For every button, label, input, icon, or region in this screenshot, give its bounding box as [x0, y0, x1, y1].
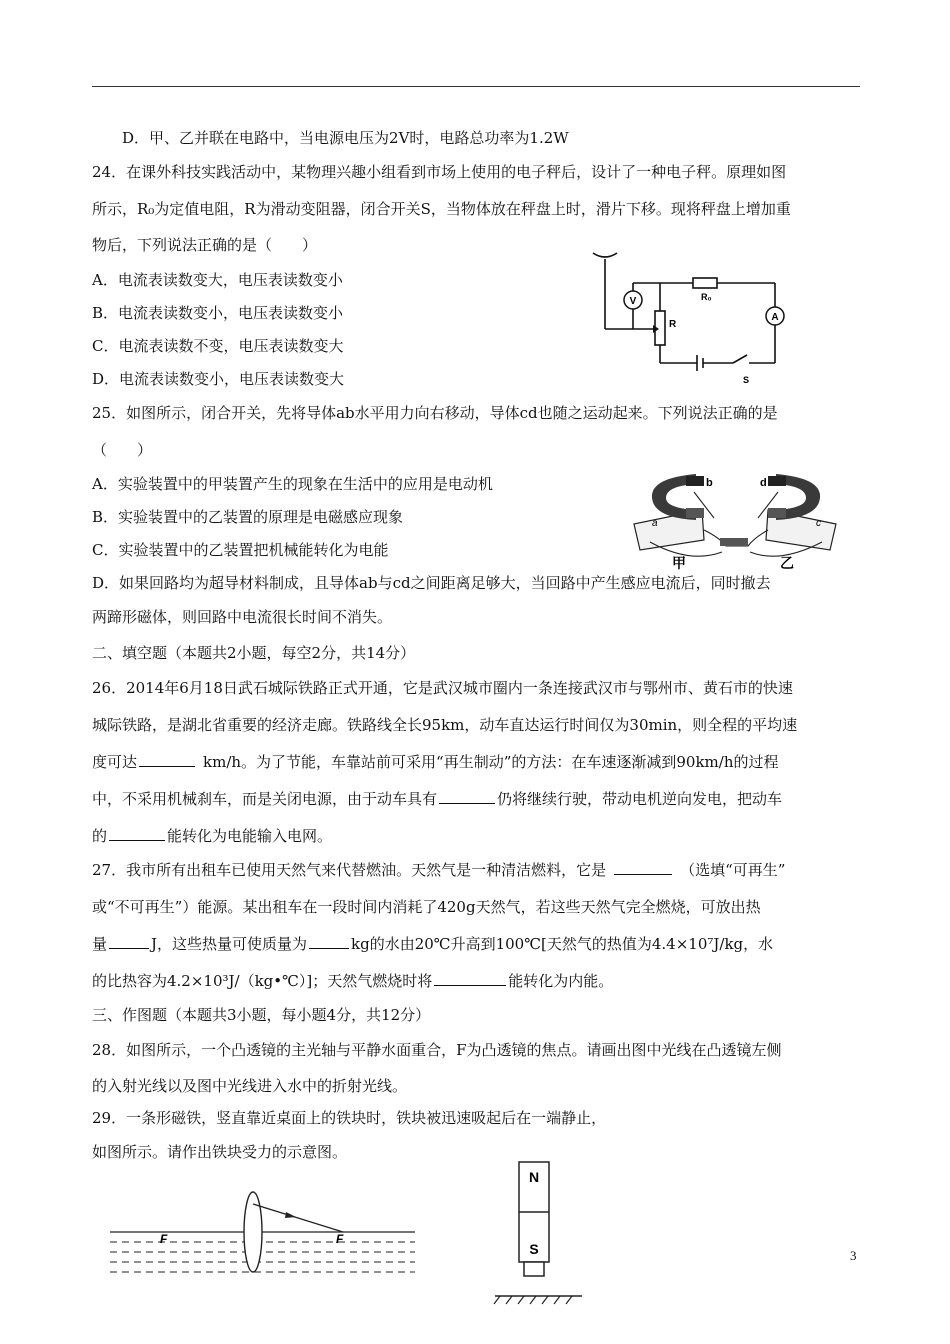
q25-stem-line1: 25．如图所示，闭合开关，先将导体ab水平用力向右移动，导体cd也随之运动起来。下列说法正确的是	[92, 404, 778, 422]
answer-blank[interactable]	[109, 934, 149, 949]
q24-stem-line3: 物后，下列说法正确的是（ ）	[92, 236, 318, 254]
answer-blank[interactable]	[614, 860, 672, 875]
q23-option-d: D．甲、乙并联在电路中，当电源电压为2V时，电路总功率为1.2W	[122, 129, 569, 147]
q27-line1: 27．我市所有出租车已使用天然气来代替燃油。天然气是一种清洁燃料，它是 （选填“可再生”	[92, 861, 786, 879]
q27-line3: 量 J，这些热量可使质量为 kg的水由20℃升高到100℃[天然气的热值为4.4×10⁷J/kg，水	[92, 935, 774, 953]
q29-line2: 如图所示。请作出铁块受力的示意图。	[92, 1143, 348, 1161]
north-pole-label: N	[528, 1169, 540, 1185]
voltmeter-label: V	[629, 296, 637, 307]
scale-circuit-figure	[585, 245, 795, 395]
lens-water-figure	[110, 1190, 420, 1282]
q26-line4: 中，不采用机械刹车，而是关闭电源，由于动车具有 仍将继续行驶，带动电机逆向发电，把动车	[92, 790, 783, 808]
answer-blank[interactable]	[139, 752, 195, 767]
q25-option-d-line2: 两蹄形磁体，则回路中电流很长时间不消失。	[92, 608, 393, 626]
q27-line4: 的比热容为4.2×10³J/（kg•℃）]；天然气燃烧时将 能转化为内能。	[92, 972, 614, 990]
q29-line1: 29．一条形磁铁，竖直靠近桌面上的铁块时，铁块被迅速吸起后在一端静止，	[92, 1109, 607, 1127]
device-yi-label: 乙	[780, 555, 794, 571]
focus-left-label: F	[160, 1232, 168, 1246]
conductor-d-label: d	[760, 477, 767, 489]
q24-option-c: C．电流表读数不变，电压表读数变大	[92, 337, 344, 355]
q26-line3: 度可达 km/h。为了节能，车靠站前可采用“再生制动”的方法：在车速逐渐减到90km/h的过程	[92, 753, 779, 771]
q26-line1: 26．2014年6月18日武石城际铁路正式开通，它是武汉城市圈内一条连接武汉市与鄂州市、黄石市的快速	[92, 679, 793, 697]
header-rule	[92, 86, 860, 87]
r-label: R	[669, 319, 677, 330]
conductor-b-label: b	[706, 477, 713, 489]
section-2-heading: 二、填空题（本题共2小题，每空2分，共14分）	[92, 644, 416, 662]
q26-line2: 城际铁路，是湖北省重要的经济走廊。铁路线全长95km，动车直达运行时间仅为30min，则全程的平均速	[92, 716, 798, 734]
answer-blank[interactable]	[309, 934, 349, 949]
q25-option-b: B．实验装置中的乙装置的原理是电磁感应现象	[92, 508, 404, 526]
q26-line5: 的 能转化为电能输入电网。	[92, 827, 333, 845]
q27-line2: 或“不可再生”）能源。某出租车在一段时间内消耗了420g天然气，若这些天然气完全燃烧，可放出热	[92, 898, 761, 916]
answer-blank[interactable]	[434, 971, 506, 986]
q25-option-a: A．实验装置中的甲装置产生的现象在生活中的应用是电动机	[92, 475, 493, 493]
conductor-a-label: a	[652, 518, 658, 529]
ammeter-label: A	[771, 312, 779, 323]
answer-blank[interactable]	[109, 826, 165, 841]
q28-line2: 的入射光线以及图中光线进入水中的折射光线。	[92, 1077, 408, 1095]
south-pole-label: S	[529, 1241, 539, 1257]
section-3-heading: 三、作图题（本题共3小题，每小题4分，共12分）	[92, 1006, 431, 1024]
page-number: 3	[850, 1248, 857, 1263]
focus-right-label: F	[336, 1232, 344, 1246]
magnet-devices-figure	[630, 468, 842, 576]
q25-option-d-line1: D．如果回路均为超导材料制成，且导体ab与cd之间距离足够大，当回路中产生感应电流后，同时撤去	[92, 574, 771, 592]
q24-stem-line1: 24．在课外科技实践活动中，某物理兴趣小组看到市场上使用的电子秤后，设计了一种电子秤。原理如图	[92, 163, 787, 181]
q28-line1: 28．如图所示，一个凸透镜的主光轴与平静水面重合，F为凸透镜的焦点。请画出图中光线在凸透镜左侧	[92, 1041, 782, 1059]
q25-option-c: C．实验装置中的乙装置把机械能转化为电能	[92, 541, 389, 559]
q24-option-d: D．电流表读数变小，电压表读数变大	[92, 370, 345, 388]
r0-label: R₀	[701, 292, 712, 302]
q25-stem-line2: （ ）	[92, 441, 153, 459]
device-jia-label: 甲	[672, 555, 686, 571]
q24-stem-line2: 所示，R₀为定值电阻，R为滑动变阻器，闭合开关S，当物体放在秤盘上时，滑片下移。现将秤盘上增加重	[92, 200, 791, 218]
bar-magnet-figure	[490, 1158, 590, 1308]
conductor-c-label: c	[816, 518, 821, 529]
q24-option-b: B．电流表读数变小，电压表读数变小	[92, 304, 344, 322]
q24-option-a: A．电流表读数变大，电压表读数变小	[92, 271, 343, 289]
answer-blank[interactable]	[439, 789, 495, 804]
switch-label: S	[743, 375, 750, 385]
